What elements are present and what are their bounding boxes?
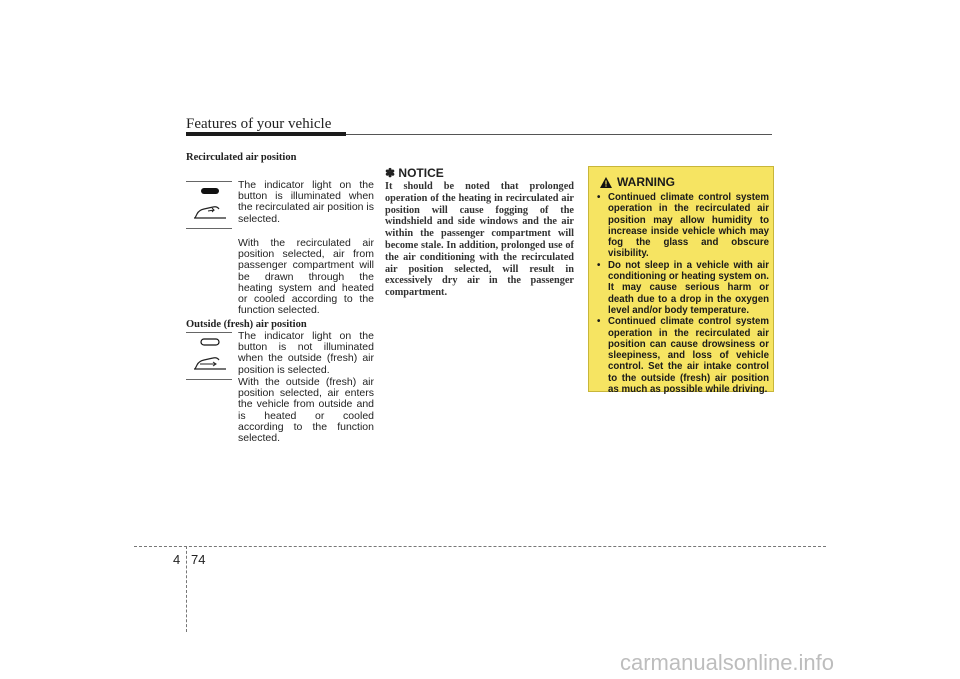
outside-air-indicator-icon bbox=[186, 332, 232, 380]
warning-box bbox=[588, 166, 774, 396]
recirculated-heading: Recirculated air position bbox=[186, 152, 297, 163]
warning-item-text: Continued climate control system operation in the recirculated air position can cause drowsiness or sleepiness, and loss of vehicle control. Set the air intake control to the outside (fresh) air position as much as possible while driving. bbox=[608, 316, 769, 396]
warning-item: • Do not sleep in a vehicle with air conditioning or heating system on. It may cause serious harm or death due to a drop in the oxygen level and/or body temperature. bbox=[597, 259, 769, 316]
footer-rule bbox=[134, 546, 826, 547]
chapter-number: 4 bbox=[173, 552, 181, 567]
outside-para-1: The indicator light on the button is not illuminated when the outside (fresh) air position is selected. bbox=[238, 330, 374, 376]
outside-para-2: With the outside (fresh) air position selected, air enters the vehicle from outside and is heated or cooled according to the function selected. bbox=[238, 376, 374, 445]
notice-text: It should be noted that prolonged operation of the heating in recirculated air position will cause fogging of the windshield and side windows and the air within the passenger compartment will become stale. In addition, prolonged use of the air conditioning with the recirculated air position selected, will result in excessively dry air in the passenger compartment. bbox=[385, 181, 574, 299]
page-number: 74 bbox=[191, 552, 206, 567]
notice-heading bbox=[385, 166, 444, 180]
warning-item: • Continued climate control system operation in the recirculated air position can cause drowsiness or sleepiness, and loss of vehicle control. Set the air intake control to the outside (fresh) air position as much as possible while driving. bbox=[597, 316, 769, 396]
header-rule-thick bbox=[186, 132, 346, 136]
warning-triangle-icon bbox=[600, 177, 612, 188]
recirculated-para-1: The indicator light on the button is illuminated when the recirculated air position is selected. bbox=[238, 179, 374, 225]
page-header-title: Features of your vehicle bbox=[186, 116, 332, 132]
recirculated-para-2: With the recirculated air position selected, air from passenger compartment will be drawn through the heating system and heated or cooled according to the function selected. bbox=[238, 237, 374, 317]
warning-list bbox=[595, 192, 769, 395]
outside-heading: Outside (fresh) air position bbox=[186, 319, 307, 330]
warning-item-text: Do not sleep in a vehicle with air conditioning or heating system on. It may cause serious harm or death due to a drop in the oxygen level and/or body temperature. bbox=[608, 259, 769, 316]
warning-header bbox=[600, 175, 675, 189]
warning-item: • Continued climate control system operation in the recirculated air position may allow humidity to increase inside vehicle which may fog the glass and obscure visibility. bbox=[597, 192, 769, 260]
header-rule-thin bbox=[346, 134, 772, 135]
footer-divider bbox=[186, 546, 187, 632]
warning-item-text: Continued climate control system operation in the recirculated air position may allow humidity to increase inside vehicle which may fog the glass and obscure visibility. bbox=[608, 192, 769, 260]
notice-symbol: ✽ bbox=[385, 166, 396, 180]
recirculated-air-indicator-icon bbox=[186, 181, 232, 229]
watermark: carmanualsonline.info bbox=[620, 650, 835, 675]
notice-title: NOTICE bbox=[398, 166, 444, 180]
warning-title: WARNING bbox=[617, 175, 675, 189]
